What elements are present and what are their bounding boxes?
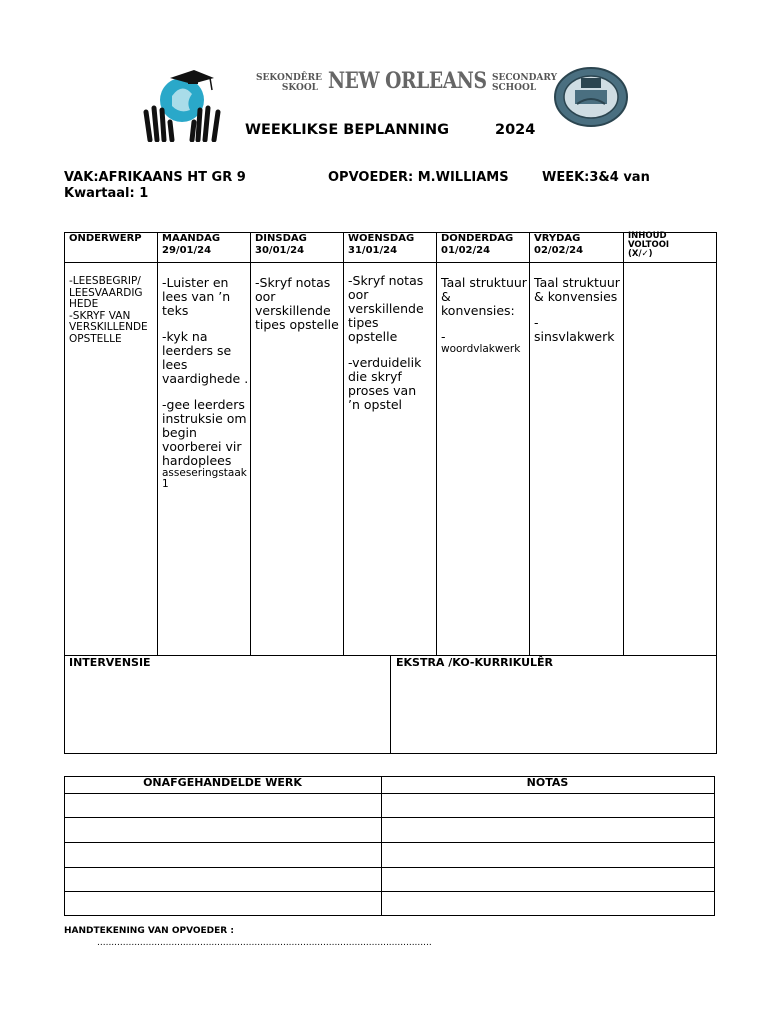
- col-header-maandag: [162, 233, 220, 257]
- intervensie-box: [64, 655, 391, 754]
- col-header-dinsdag-day: DINSDAG: [255, 233, 307, 244]
- col-header-vrydag-date: 02/02/24: [534, 245, 584, 256]
- ko-kurrikuler-label: EKSTRA /KO-KURRIKULÊR: [396, 656, 553, 669]
- table-line: [64, 776, 65, 916]
- week: WEEK:3&4 van: [542, 170, 650, 185]
- col-header-onafgehandelde-werk: ONAFGEHANDELDE WERK: [143, 776, 302, 789]
- onderwerp-line2: LEESVAARDIG: [69, 286, 143, 299]
- school-name: NEW ORLEANS: [328, 68, 487, 94]
- dinsdag-activity-1: -Skryf notas oor verskillende tipes opstelle: [255, 275, 339, 332]
- donderdag-activity-1: Taal struktuur & konvensies:: [441, 275, 527, 318]
- onderwerp-line1: -LEESBEGRIP/: [69, 275, 141, 287]
- maandag-activity-1: -Luister en lees van ’n teks: [162, 275, 231, 318]
- col-header-inhoud-voltooi: [628, 232, 669, 259]
- ko-kurrikuler-box: [390, 655, 717, 754]
- col-header-onderwerp-line1: ONDERWERP: [69, 233, 142, 244]
- col-header-woensdag-date: 31/01/24: [348, 245, 398, 256]
- signature-label: HANDTEKENING VAN OPVOEDER :: [64, 926, 234, 936]
- signature-line: .....................................................................................................................: [97, 938, 432, 948]
- col-header-inhoud-line2: VOLTOOI: [628, 240, 670, 250]
- onderwerp-cell: [69, 276, 155, 345]
- table-line: [64, 867, 715, 868]
- onderwerp-line5: VERSKILLENDE: [69, 321, 148, 333]
- table-line: [714, 776, 715, 916]
- col-header-inhoud-line3: (X/✓): [628, 249, 653, 259]
- col-header-woensdag-day: WOENSDAG: [348, 233, 415, 244]
- teacher: OPVOEDER: M.WILLIAMS: [328, 170, 509, 185]
- dinsdag-cell: [255, 276, 343, 344]
- donderdag-cell: [441, 276, 527, 355]
- onderwerp-line4: -SKRYF VAN: [69, 309, 131, 322]
- col-header-inhoud-line1: INHOUD: [628, 231, 667, 241]
- maandag-cell: [162, 276, 250, 490]
- col-header-donderdag: [441, 233, 513, 257]
- col-header-woensdag: [348, 233, 414, 257]
- vrydag-activity-1: Taal struktuur & konvensies: [534, 275, 620, 304]
- maandag-activity-2: -kyk na leerders se lees vaardighede .: [162, 329, 249, 386]
- grid-line: [157, 232, 158, 656]
- school-label-afrikaans-line2: SKOOL: [281, 83, 318, 93]
- col-header-maandag-day: MAANDAG: [162, 233, 221, 244]
- grid-line: [343, 232, 344, 656]
- table-line: [64, 915, 715, 916]
- intervensie-label: INTERVENSIE: [69, 656, 151, 669]
- school-label-afrikaans-line1: SEKONDÊRE: [256, 73, 323, 83]
- col-header-donderdag-date: 01/02/24: [441, 245, 491, 256]
- school-label-english-line2: SCHOOL: [492, 83, 537, 93]
- maandag-assessment: asseseringstaak 1: [162, 467, 247, 490]
- grid-line: [250, 232, 251, 656]
- vrydag-cell: [534, 276, 620, 356]
- table-line: [381, 776, 382, 916]
- woensdag-activity-1: -Skryf notas oor verskillende tipes opstelle: [348, 273, 424, 344]
- subject: VAK:AFRIKAANS HT GR 9: [64, 170, 246, 185]
- col-header-notas: NOTAS: [526, 776, 569, 789]
- school-crest: [553, 66, 629, 128]
- grid-line: [64, 262, 717, 263]
- vrydag-activity-2: - sinsvlakwerk: [534, 315, 615, 344]
- page-title: WEEKLIKSE BEPLANNING: [245, 122, 450, 138]
- woensdag-cell: [348, 274, 430, 424]
- school-label-english-line1: SECONDARY: [492, 73, 558, 83]
- woensdag-activity-2: -verduidelik die skryf proses van ’n opstel: [348, 355, 422, 412]
- col-header-onderwerp: [69, 233, 142, 245]
- col-header-maandag-date: 29/01/24: [162, 245, 212, 256]
- col-header-vrydag: [534, 233, 583, 257]
- donderdag-activity-2: woordvlakwerk: [441, 343, 521, 355]
- term: Kwartaal: 1: [64, 186, 149, 201]
- onderwerp-line6: OPSTELLE: [69, 332, 122, 345]
- school-logo-left: [140, 64, 228, 142]
- col-header-dinsdag: [255, 233, 307, 257]
- col-header-vrydag-day: VRYDAG: [534, 233, 581, 244]
- school-label-english: [492, 73, 557, 93]
- year: 2024: [495, 122, 536, 138]
- maandag-activity-3: -gee leerders instruksie om begin voorberei vir hardoplees: [162, 397, 247, 468]
- table-line: [64, 817, 715, 818]
- donderdag-dash: -: [441, 329, 446, 344]
- col-header-dinsdag-date: 30/01/24: [255, 245, 305, 256]
- grid-line: [436, 232, 437, 656]
- table-line: [64, 842, 715, 843]
- col-header-donderdag-day: DONDERDAG: [441, 233, 514, 244]
- table-line: [64, 793, 715, 794]
- onderwerp-line3: HEDE: [69, 298, 99, 310]
- grid-line: [529, 232, 530, 656]
- grid-line: [64, 232, 65, 656]
- table-line: [64, 891, 715, 892]
- school-label-afrikaans: [256, 73, 323, 93]
- grid-line: [623, 232, 624, 656]
- grid-line: [716, 232, 717, 656]
